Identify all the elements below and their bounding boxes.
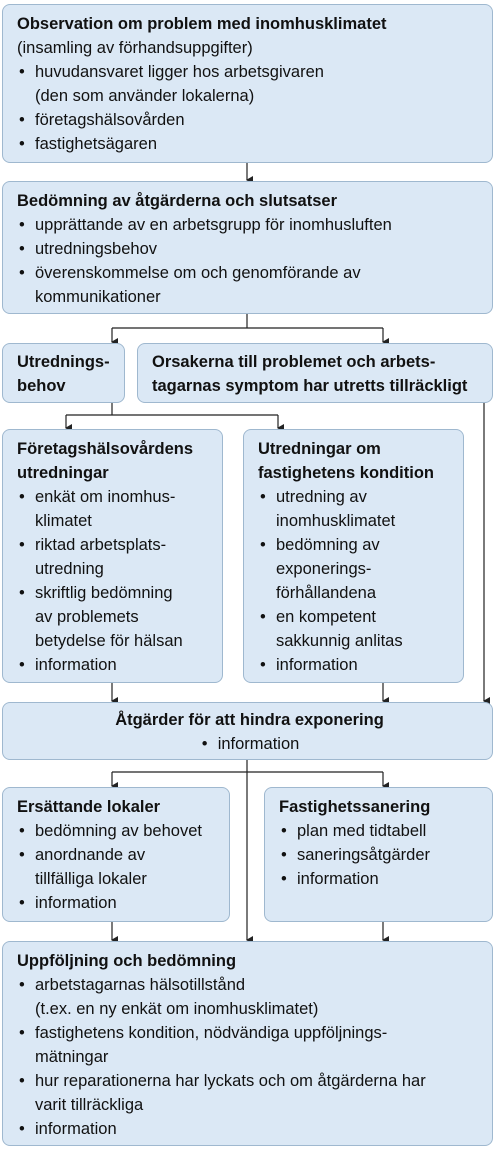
list-item: • huvudansvaret ligger hos arbetsgivaren (den som använder lokalerna)	[17, 60, 482, 108]
bullet-list	[17, 60, 482, 156]
box-subtitle: (insamling av förhandsuppgifter)	[17, 39, 253, 57]
bullet-list	[17, 213, 482, 309]
box-causes-investigated: Orsakerna till problemet och arbets- tagarnas symptom har utretts tillräckligt	[137, 343, 493, 403]
list-item: • en kompetent sakkunnig anlitas	[258, 605, 453, 653]
box-replacement-premises	[2, 787, 230, 922]
list-item: • information	[279, 867, 482, 891]
list-item: • information	[17, 891, 219, 915]
bullet-list	[17, 819, 219, 915]
bullet-list	[17, 973, 482, 1141]
list-item: • information	[258, 653, 453, 677]
list-item: • information	[17, 653, 212, 677]
box-title: Ersättande lokaler	[17, 798, 161, 816]
list-item: • enkät om inomhus- klimatet	[17, 485, 212, 533]
bullet-list	[258, 485, 453, 677]
list-item: • arbetstagarnas hälsotillstånd (t.ex. en ny enkät om inomhusklimatet)	[17, 973, 482, 1021]
list-item: • information	[17, 1117, 482, 1141]
list-item: • hur reparationerna har lyckats och om åtgärderna har varit tillräckliga	[17, 1069, 482, 1117]
list-item: • fastighetsägaren	[17, 132, 482, 156]
box-property-condition	[243, 429, 464, 683]
list-item: • utredningsbehov	[17, 237, 482, 261]
list-item: • fastighetens kondition, nödvändiga uppföljnings- mätningar	[17, 1021, 482, 1069]
box-title: Utredningar om fastighetens kondition	[258, 440, 435, 482]
bullet-list	[279, 819, 482, 891]
list-item: • överenskommelse om och genomförande av kommunikationer	[17, 261, 482, 309]
box-property-renovation	[264, 787, 493, 922]
box-title: Åtgärder för att hindra exponering	[115, 711, 384, 729]
box-exposure-measures	[2, 702, 493, 760]
box-follow-up	[2, 941, 493, 1146]
list-item: • saneringsåtgärder	[279, 843, 482, 867]
list-item: • bedömning av behovet	[17, 819, 219, 843]
box-title: Företagshälsovårdens utredningar	[17, 440, 194, 482]
box-title: Bedömning av åtgärderna och slutsatser	[17, 192, 338, 210]
list-item: • plan med tidtabell	[279, 819, 482, 843]
box-title: Fastighetssanering	[279, 798, 431, 816]
list-item: • anordnande av tillfälliga lokaler	[17, 843, 219, 891]
box-occupational-health	[2, 429, 223, 683]
bullet-list	[17, 732, 482, 756]
list-item: • information	[200, 732, 300, 756]
bullet-list	[17, 485, 212, 677]
list-item: • bedömning av exponerings- förhållandena	[258, 533, 453, 605]
box-investigation-need: Utrednings- behov	[2, 343, 125, 403]
list-item: • upprättande av en arbetsgrupp för inomhusluften	[17, 213, 482, 237]
box-title: Observation om problem med inomhusklimatet	[17, 15, 387, 33]
list-item: • företagshälsovården	[17, 108, 482, 132]
list-item: • skriftlig bedömning av problemets betydelse för hälsan	[17, 581, 212, 653]
box-title: Uppföljning och bedömning	[17, 952, 237, 970]
box-assessment	[2, 181, 493, 314]
list-item: • riktad arbetsplats- utredning	[17, 533, 212, 581]
box-observation	[2, 4, 493, 163]
list-item: • utredning av inomhusklimatet	[258, 485, 453, 533]
